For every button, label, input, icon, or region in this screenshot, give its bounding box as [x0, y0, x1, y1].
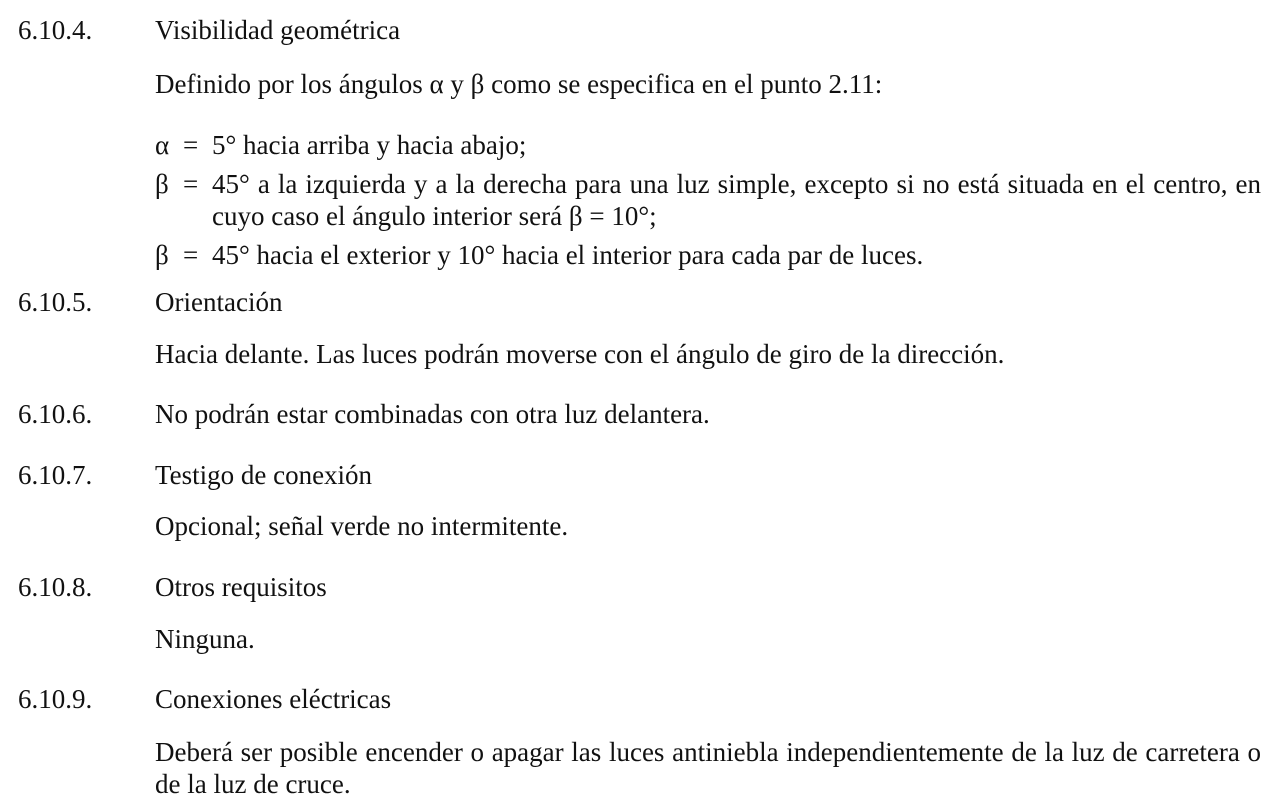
section-number: 6.10.5.: [18, 287, 93, 317]
definition-text: 45° a la izquierda y a la derecha para una luz simple, excepto si no está situada en el centro, en cuyo caso el ángulo interior será β = 10°;: [212, 169, 1261, 231]
definition-equals: =: [183, 240, 199, 270]
definition-equals: =: [183, 169, 199, 199]
section-number: 6.10.7.: [18, 460, 93, 490]
section-number: 6.10.4.: [18, 15, 93, 45]
definition-symbol: β: [155, 240, 169, 270]
definition-equals: =: [183, 130, 199, 160]
definition-beta-single: [155, 168, 1261, 232]
section-title: Testigo de conexión: [155, 460, 373, 490]
section-title: No podrán estar combinadas con otra luz delantera.: [155, 399, 710, 429]
definition-symbol: α: [155, 130, 170, 160]
section-body: Deberá ser posible encender o apagar las luces antiniebla independientemente de la luz de carretera o de la luz de cruce.: [155, 737, 1261, 799]
section-title: Otros requisitos: [155, 572, 327, 602]
section-title: Conexiones eléctricas: [155, 684, 392, 714]
definition-beta-pair: [155, 239, 1261, 271]
definition-text: 5° hacia arriba y hacia abajo;: [212, 130, 527, 160]
section-body: Opcional; señal verde no intermitente.: [155, 511, 569, 541]
section-title: Visibilidad geométrica: [155, 15, 401, 45]
section-body: Ninguna.: [155, 624, 255, 654]
section-number: 6.10.6.: [18, 399, 93, 429]
definition-text: 45° hacia el exterior y 10° hacia el interior para cada par de luces.: [212, 240, 924, 270]
definition-alpha: [155, 129, 1261, 161]
definition-symbol: β: [155, 169, 169, 199]
section-intro: Definido por los ángulos α y β como se especifica en el punto 2.11:: [155, 69, 883, 99]
section-number: 6.10.9.: [18, 684, 93, 714]
section-body: Hacia delante. Las luces podrán moverse con el ángulo de giro de la dirección.: [155, 339, 1005, 369]
section-title: Orientación: [155, 287, 283, 317]
section-number: 6.10.8.: [18, 572, 93, 602]
